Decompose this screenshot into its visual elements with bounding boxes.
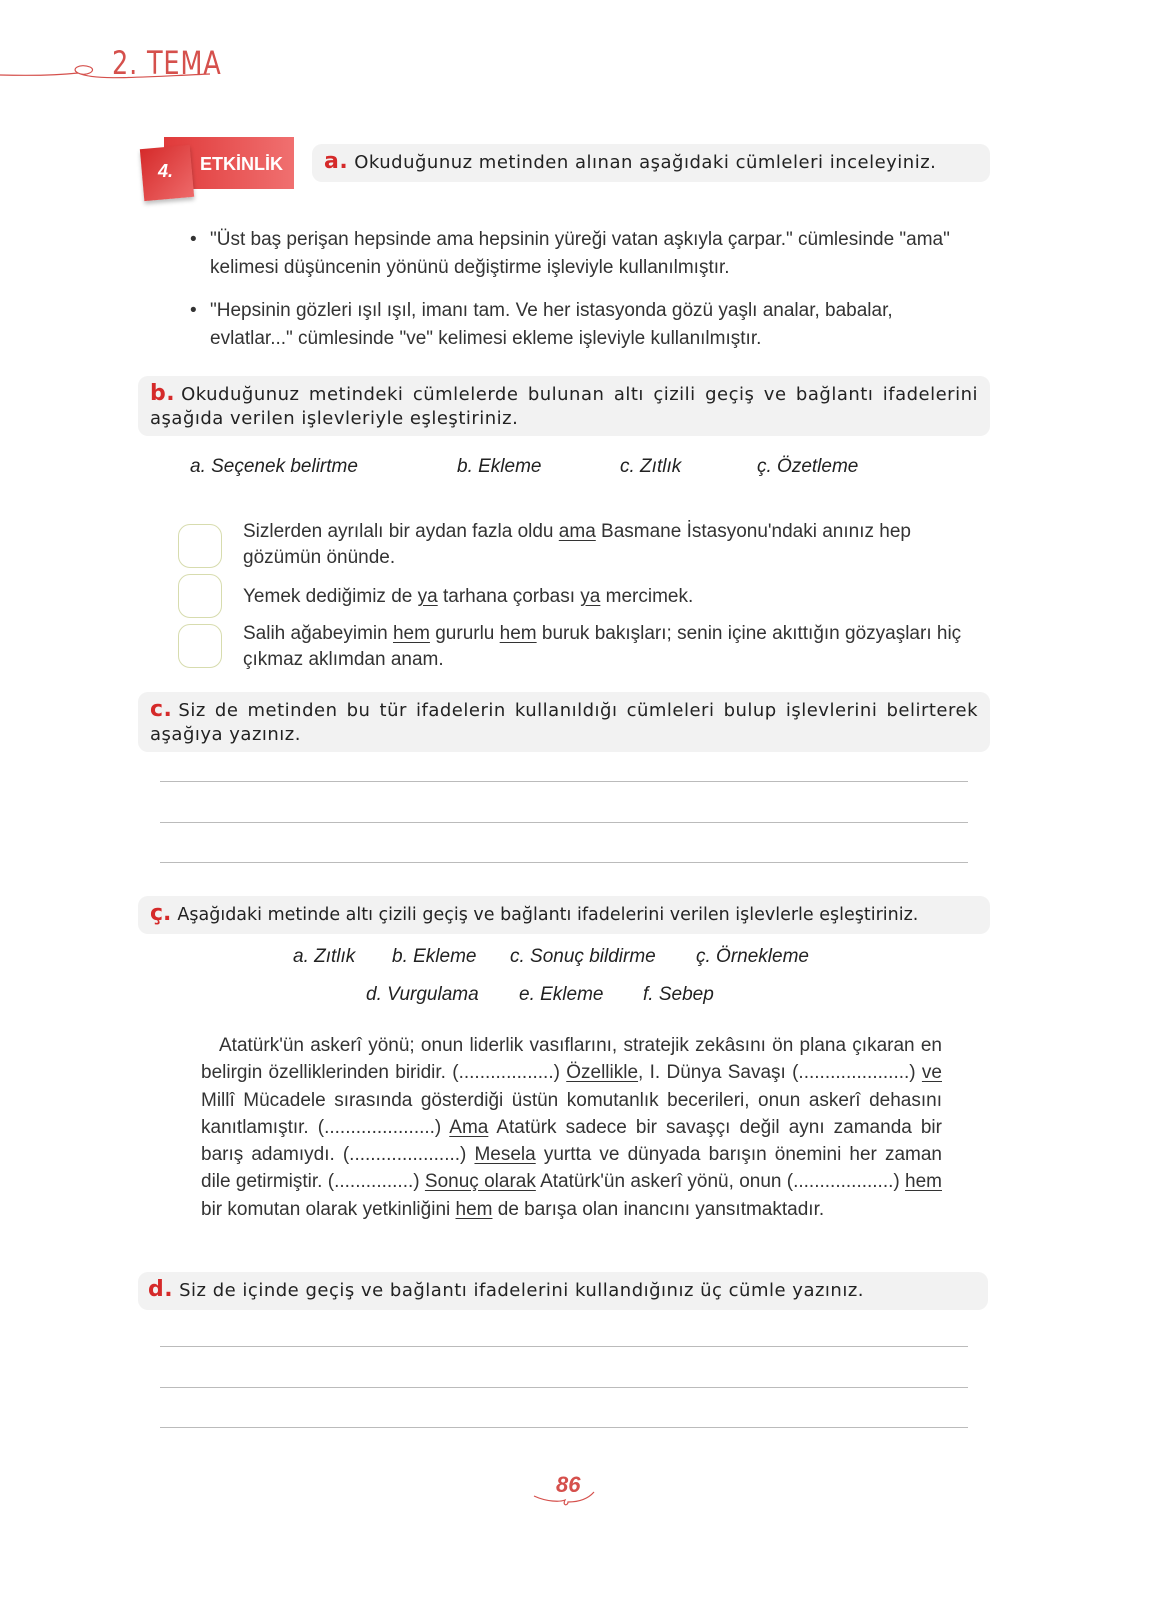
- match-sentence: [243, 519, 988, 571]
- writing-line[interactable]: [160, 781, 968, 782]
- text-segment: yurtta ve dünyada barışın önemini her zaman dile getirmiştir. (...............): [201, 1144, 942, 1193]
- option-label: b. Ekleme: [392, 946, 477, 967]
- text-segment: , I. Dünya Savaşı (.....................): [638, 1062, 922, 1084]
- text-segment: Yemek dediğimiz de: [243, 586, 418, 607]
- section-d-instruction: [138, 1272, 988, 1310]
- section-cc-instruction: [138, 896, 990, 934]
- bullet-text: "Üst baş perişan hepsinde ama hepsinin yüreği vatan aşkıyla çarpar." cümlesinde "ama" kelimesi düşüncenin yönünü değiştirme işleviyle kullanılmıştır.: [210, 229, 950, 278]
- option-label: a. Seçenek belirtme: [190, 456, 358, 477]
- activity-number: 4.: [158, 161, 174, 181]
- text-segment: Basmane İstasyonu'ndaki anınız hep gözümün önünde.: [243, 521, 911, 568]
- writing-line[interactable]: [160, 1427, 968, 1428]
- option-label: e. Ekleme: [519, 984, 604, 1005]
- match-sentence: [243, 621, 988, 673]
- text-segment: tarhana çorbası: [437, 586, 581, 607]
- section-b-instruction: [138, 376, 990, 436]
- underlined-connector: ya: [417, 586, 438, 607]
- instruction-text: Okuduğunuz metindeki cümlelerde bulunan altı çizili geçiş ve bağlantı ifadelerini aşağıda verilen işlevleriyle eşleştiriniz.: [150, 384, 978, 429]
- text-segment: Atatürk'ün askerî yönü; onun liderlik vasıflarını, stratejik zekâsını ön plana çıkaran en belirgin özelliklerinden biridir. (..................): [201, 1035, 942, 1084]
- underlined-connector: ama: [558, 521, 596, 542]
- page-number: 86: [556, 1472, 581, 1497]
- text-segment: de barışa olan inancını yansıtmaktadır.: [492, 1198, 825, 1220]
- list-item: • "Hepsinin gözleri ışıl ışıl, imanı tam. Ve her istasyonda gözü yaşlı analar, babalar, evlatlar..." cümlesinde "ve" kelimesi ekleme işleviyle kullanılmıştır.: [190, 297, 970, 353]
- underlined-connector: hem: [392, 623, 430, 644]
- theme-title: 2. TEMA: [112, 44, 222, 82]
- option-label: ç. Örnekleme: [696, 946, 809, 967]
- answer-box[interactable]: [178, 624, 222, 668]
- text-segment: buruk bakışları; senin içine akıttığın gözyaşları hiç çıkmaz aklımdan anam.: [243, 623, 962, 670]
- underlined-connector: hem: [455, 1198, 493, 1220]
- option-label: b. Ekleme: [457, 456, 542, 477]
- section-letter: a.: [324, 149, 349, 174]
- underlined-connector: Mesela: [474, 1144, 536, 1166]
- text-segment: gururlu: [429, 623, 500, 644]
- activity-label: ETKİNLİK: [200, 154, 283, 174]
- page-flourish-icon: [532, 1490, 596, 1510]
- section-letter: d.: [148, 1277, 174, 1302]
- underlined-connector: hem: [905, 1171, 942, 1193]
- text-segment: Millî Mücadele sırasında gösterdiği üstün komutanlık becerileri, onun askerî dehasını kanıtlamıştır. (.....................): [201, 1089, 942, 1138]
- writing-line[interactable]: [160, 1346, 968, 1347]
- underlined-connector: hem: [499, 623, 537, 644]
- instruction-text: Siz de metinden bu tür ifadelerin kullanıldığı cümleleri bulup işlevlerini belirterek aşağıya yazınız.: [150, 700, 978, 745]
- section-letter: c.: [150, 697, 173, 722]
- option-label: c. Zıtlık: [620, 456, 682, 477]
- text-segment: Salih ağabeyimin: [243, 623, 393, 644]
- option-label: c. Sonuç bildirme: [510, 946, 656, 967]
- writing-line[interactable]: [160, 822, 968, 823]
- writing-line[interactable]: [160, 1387, 968, 1388]
- option-label: f. Sebep: [643, 984, 714, 1005]
- underlined-connector: Sonuç olarak: [424, 1171, 536, 1193]
- match-sentence: [243, 584, 988, 610]
- text-segment: Atatürk sadece bir savaşçı değil aynı zamanda bir barış adamıydı. (.....................): [201, 1116, 942, 1166]
- text-segment: mercimek.: [600, 586, 694, 607]
- instruction-text: Okuduğunuz metinden alınan aşağıdaki cümleleri inceleyiniz.: [354, 152, 937, 173]
- activity-ribbon: [138, 137, 294, 201]
- option-label: ç. Özetleme: [757, 456, 859, 477]
- underlined-connector: Özellikle: [566, 1062, 639, 1084]
- list-item: • "Üst baş perişan hepsinde ama hepsinin yüreği vatan aşkıyla çarpar." cümlesinde "ama" kelimesi düşüncenin yönünü değiştirme işleviyle kullanılmıştır.: [190, 226, 970, 282]
- instruction-text: Aşağıdaki metinde altı çizili geçiş ve bağlantı ifadelerini verilen işlevlerle eşleştiriniz.: [177, 905, 919, 925]
- underlined-connector: ya: [580, 586, 601, 607]
- section-c-instruction: [138, 692, 990, 752]
- text-segment: Atatürk'ün askerî yönü, onun (...................): [535, 1171, 906, 1193]
- text-segment: Sizlerden ayrılalı bir aydan fazla oldu: [243, 521, 559, 542]
- section-a-instruction: [312, 144, 990, 182]
- underlined-connector: Ama: [449, 1116, 489, 1138]
- section-letter: ç.: [150, 901, 172, 926]
- writing-line[interactable]: [160, 862, 968, 863]
- bullet-text: "Hepsinin gözleri ışıl ışıl, imanı tam. Ve her istasyonda gözü yaşlı analar, babalar, evlatlar..." cümlesinde "ve" kelimesi ekleme işleviyle kullanılmıştır.: [210, 300, 893, 349]
- section-letter: b.: [150, 381, 176, 406]
- text-segment: bir komutan olarak yetkinliğini: [201, 1198, 456, 1220]
- option-label: d. Vurgulama: [366, 984, 479, 1005]
- answer-box[interactable]: [178, 574, 222, 618]
- instruction-text: Siz de içinde geçiş ve bağlantı ifadelerini kullandığınız üç cümle yazınız.: [179, 1280, 865, 1301]
- reading-paragraph: [201, 1032, 942, 1223]
- underlined-connector: ve: [921, 1062, 942, 1084]
- option-label: a. Zıtlık: [293, 946, 356, 967]
- answer-box[interactable]: [178, 524, 222, 568]
